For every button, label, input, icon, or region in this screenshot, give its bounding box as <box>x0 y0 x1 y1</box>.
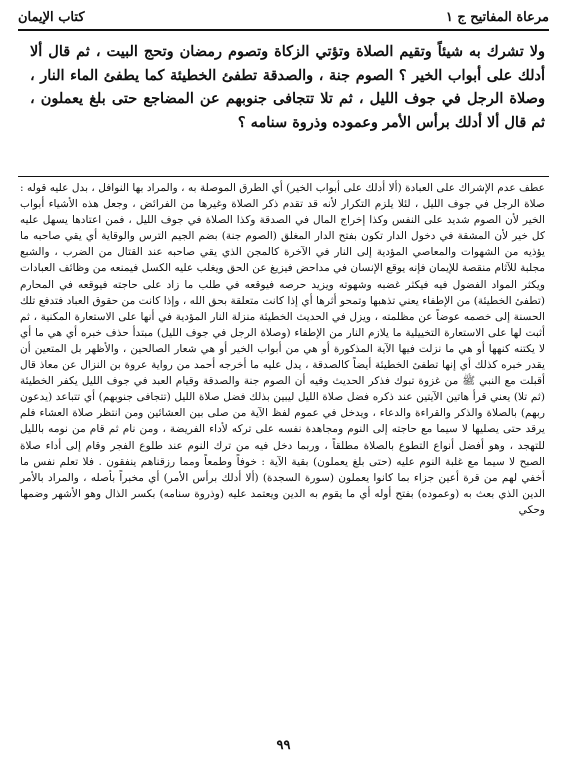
header-volume-title: مرعاة المفاتيح ج ١ <box>445 9 549 25</box>
header-rule <box>18 29 549 31</box>
page-number: ٩٩ <box>276 738 291 753</box>
commentary-block <box>20 180 545 518</box>
hadith-text: ولا تشرك به شيئاً وتقيم الصلاة وتؤتي الزكاة وتصوم رمضان وتحج البيت ، ثم قال ألا أدلك على أبواب الخير ؟ الصوم جنة ، والصدقة تطفئ الخطيئة كما يطفئ الماء النار ، وصلاة الرجل في جوف الليل ، ثم تلا تتجافى جنوبهم عن المضاجع حتى بلغ يعملون ، ثم قال ألا أدلك برأس الأمر وعموده وذروة سنامه ؟ <box>30 43 545 131</box>
section-divider <box>18 176 549 177</box>
commentary-text: عطف عدم الإشراك على العبادة (ألا أدلك على أبواب الخير) أي الطرق الموصلة به ، والمراد بها النوافل ، بدل عليه قوله : صلاة الرجل في جوف الليل ، لئلا يلزم التكرار لأنه قد تقدم ذكر الصلاة وغيرها من الفرائض ، وجعل هذه الأشياء أبواب الخير لأن الصوم شديد على النفس وكذا إخراج المال في الصدقة وكذا الصلاة في جوف الليل ، فمن اعتادها يسهل عليه كل خير لأن المشقة في دخول الدار تكون بفتح الدار المغلق (الصوم جنة) بضم الجيم الترس والوقاية أي يقي صاحبه ما يؤذيه من الشهوات والمعاصي المؤدية إلى النار في الآخرة كالمجن الذي يقي صاحبه عند القتال من الضرب ، والشبع مجلبة للآثام منقصة للإيمان فإنه يوقع الإنسان في مداحض فيزيغ عن الحق ويغلب عليه الكسل فيمنعه من وظائف العبادات ويكثر المواد الفضول فيه فيكثر غضبه وشهوته ويزيد حرصه فيوقعه في طلب ما زاد على حاجته فيوقعه في المحارم (تطفئ الخطيئة) من الإطفاء يعني تذهبها وتمحو أثرها أي إذا كانت متعلقة بحق الله ، وإذا كانت من حقوق العباد فتدفع تلك الحسنة إلى خصمه عوضاً عن مظلمته ، ويزل في الحديث الخطيئة منزلة النار المؤدية في أنها على الاستعارة المكنية ، ثم أثبت لها على الاستعارة التخييلية ما يلازم النار من الإطفاء (وصلاة الرجل في جوف الليل) مبتدأ حذف خبره أي هي ما أي لا يكتنه كنهها أو هي ما نزلت فيها الآية المذكورة أو هي من أبواب الخير أو هي شعار الصالحين ، والأظهر بل المتعين أن يقدر خبره كذلك أي إنها تطفئ الخطيئة أيضاً كالصدقة ، يدل عليه ما أخرجه أحمد من رواية عروة بن النزال عن معاذ قال أقبلت مع النبي ﷺ من غزوة تبوك فذكر الحديث وفيه أن الصوم جنة والصدقة وقيام العبد في جوف الليل يكفر الخطيئة (ثم تلا) يعني قرأ هاتين الآيتين عند ذكره فضل صلاة الليل ليبين بذلك فضل صلاة الليل (تتجافى جنوبهم) أي تتباعد (يدعون ربهم) بالصلاة والذكر والقراءة والدعاء ، ويدخل في عموم لفظ الآية من صلى بين العشائين ومن انتظر صلاة العشاء فلم يرقد حتى يصليها لا سيما مع حاجته إلى النوم ومجاهدة نفسه على تركه لأداء الفريضة ، ومن نام ثم قام من نومه بالليل للتهجد ، وهو أفضل أنواع التطوع بالصلاة مطلقاً ، وربما دخل فيه من ترك النوم عند طلوع الفجر وقام إلى أداء صلاة الصبح لا سيما مع غلبة النوم عليه (حتى بلغ يعملون) بقية الآية : خوفاً وطمعاً ومما رزقناهم ينفقون . فلا تعلم نفس ما أخفي لهم من قرة أعين جزاء بما كانوا يعملون (سورة السجدة) (ألا أدلك برأس الأمر) أي مخبراً بأصله ، والمراد بالأمر الدين الذي بعث به (وعموده) بفتح أوله أي ما يقوم به الدين ويعتمد عليه (وذروة سنامه) بكسر الذال وهو الأشهر وضمها وحكي <box>20 182 545 516</box>
header-chapter-title: كتاب الإيمان <box>18 9 85 25</box>
running-header <box>18 6 549 28</box>
hadith-text-block <box>30 40 545 134</box>
